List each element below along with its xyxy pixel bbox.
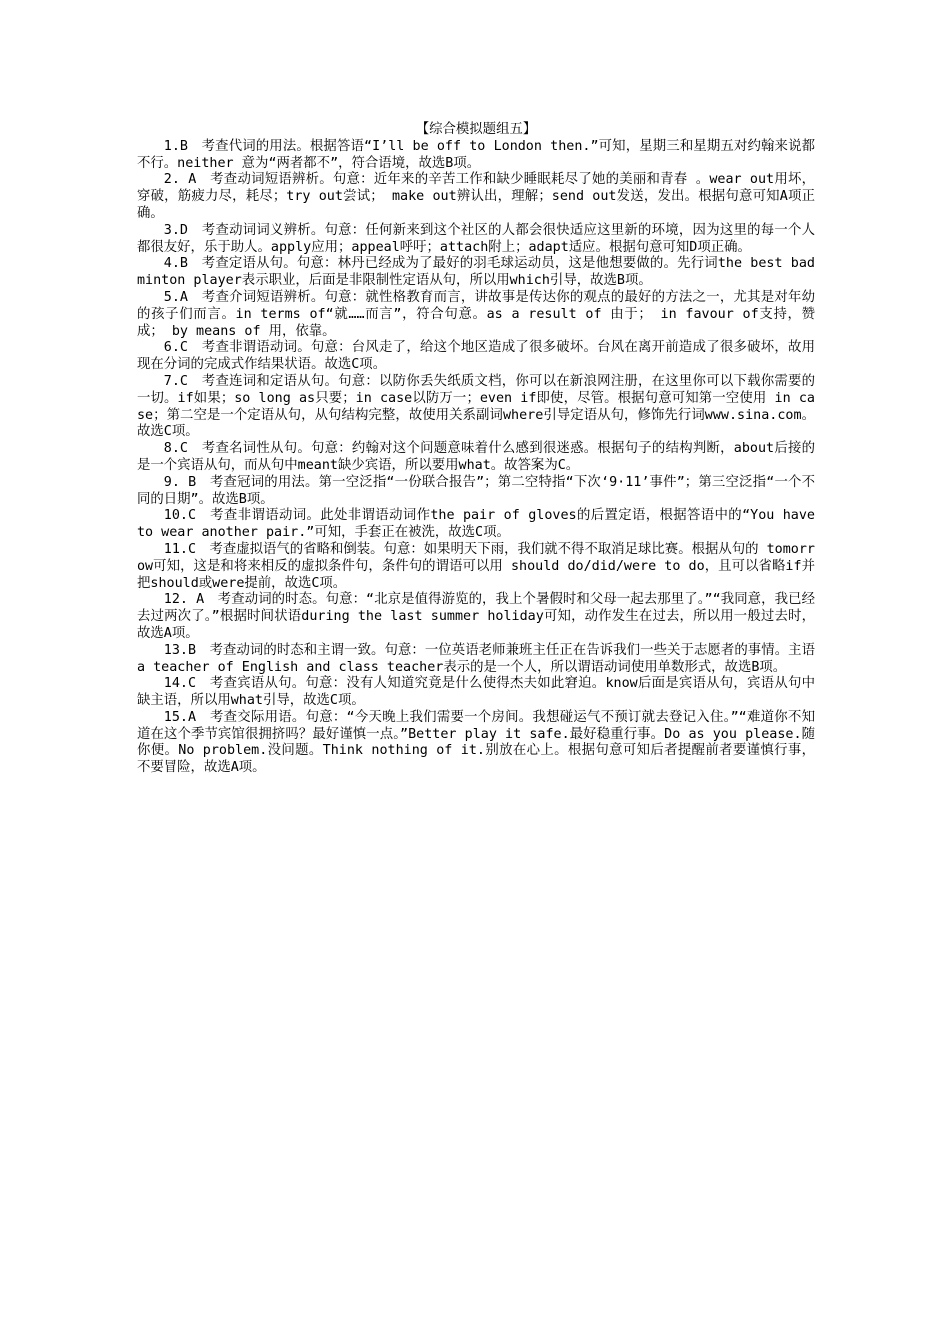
answer-item-11: 11.C 考查虚拟语气的省略和倒装。句意：如果明天下雨，我们就不得不取消足球比赛。根据从句的 tomorrow可知，这是和将来相反的虚拟条件句，条件句的谓语可以用 should do/did/were to do，且可以省略if并把should或were提前，故选C项。 bbox=[137, 541, 815, 591]
answer-item-13: 13.B 考查动词的时态和主谓一致。句意：一位英语老师兼班主任正在告诉我们一些关于志愿者的事情。主语a teacher of English and class teacher表示的是一个人，所以谓语动词使用单数形式，故选B项。 bbox=[137, 642, 815, 675]
answer-item-10: 10.C 考查非谓语动词。此处非谓语动词作the pair of gloves的后置定语，根据答语中的“You have to wear another pair.”可知，手套正在被洗，故选C项。 bbox=[137, 508, 815, 541]
answer-item-5: 5.A 考查介词短语辨析。句意：就性格教育而言，讲故事是传达你的观点的最好的方法之一，尤其是对年幼的孩子们而言。in terms of“就……而言”，符合句意。as a result of 由于； in favour of支持，赞成； by means of 用，依靠。 bbox=[137, 289, 815, 339]
answer-key-content bbox=[137, 122, 815, 777]
answer-item-15: 15.A 考查交际用语。句意：“今天晚上我们需要一个房间。我想碰运气不预订就去登记入住。”“难道你不知道在这个季节宾馆很拥挤吗？最好谨慎一点。”Better play it safe.最好稳重行事。Do as you please.随你便。No problem.没问题。Think nothing of it.别放在心上。根据句意可知后者提醒前者要谨慎行事，不要冒险，故选A项。 bbox=[137, 709, 815, 776]
answer-item-6: 6.C 考查非谓语动词。句意：台风走了，给这个地区造成了很多破坏。台风在离开前造成了很多破坏，故用现在分词的完成式作结果状语。故选C项。 bbox=[137, 340, 815, 373]
answer-item-4: 4.B 考查定语从句。句意：林丹已经成为了最好的羽毛球运动员，这是他想要做的。先行词the best badminton player表示职业，后面是非限制性定语从句，所以用which引导，故选B项。 bbox=[137, 256, 815, 289]
answer-item-3: 3.D 考查动词词义辨析。句意：任何新来到这个社区的人都会很快适应这里新的环境，因为这里的每一个人都很友好，乐于助人。apply应用；appeal呼吁；attach附上；adapt适应。根据句意可知D项正确。 bbox=[137, 222, 815, 255]
answer-item-1: 1.B 考查代词的用法。根据答语“I’ll be off to London then.”可知，星期三和星期五对约翰来说都不行。neither 意为“两者都不”，符合语境，故选B项。 bbox=[137, 138, 815, 171]
answer-item-14: 14.C 考查宾语从句。句意：没有人知道究竟是什么使得杰夫如此窘迫。know后面是宾语从句，宾语从句中缺主语，所以用what引导，故选C项。 bbox=[137, 676, 815, 709]
answer-item-9: 9. B 考查冠词的用法。第一空泛指“一份联合报告”；第二空特指“下次‘9·11’事件”；第三空泛指“一个不同的日期”。故选B项。 bbox=[137, 474, 815, 507]
answer-item-12: 12. A 考查动词的时态。句意：“北京是值得游览的，我上个暑假时和父母一起去那里了。”“我同意，我已经去过两次了。”根据时间状语during the last summer holiday可知，动作发生在过去，所以用一般过去时，故选A项。 bbox=[137, 592, 815, 641]
answer-item-2: 2. A 考查动词短语辨析。句意：近年来的辛苦工作和缺少睡眠耗尽了她的美丽和青春 。wear out用坏，穿破，筋疲力尽，耗尽；try out尝试； make out辨认出，理解；send out发送，发出。根据句意可知A项正确。 bbox=[137, 172, 815, 221]
section-title: 【综合模拟题组五】 bbox=[415, 122, 537, 137]
answer-item-8: 8.C 考查名词性从句。句意：约翰对这个问题意味着什么感到很迷惑。根据句子的结构判断，about后接的是一个宾语从句，而从句中meant缺少宾语，所以要用what。故答案为C。 bbox=[137, 441, 815, 473]
answer-item-7: 7.C 考查连词和定语从句。句意：以防你丢失纸质文档，你可以在新浪网注册，在这里你可以下载你需要的一切。if如果；so long as只要；in case以防万一；even if即使，尽管。根据句意可知第一空使用 in case；第二空是一个定语从句，从句结构完整，故使用关系副词where引导定语从句，修饰先行词www.sina.com。故选C项。 bbox=[137, 373, 815, 440]
